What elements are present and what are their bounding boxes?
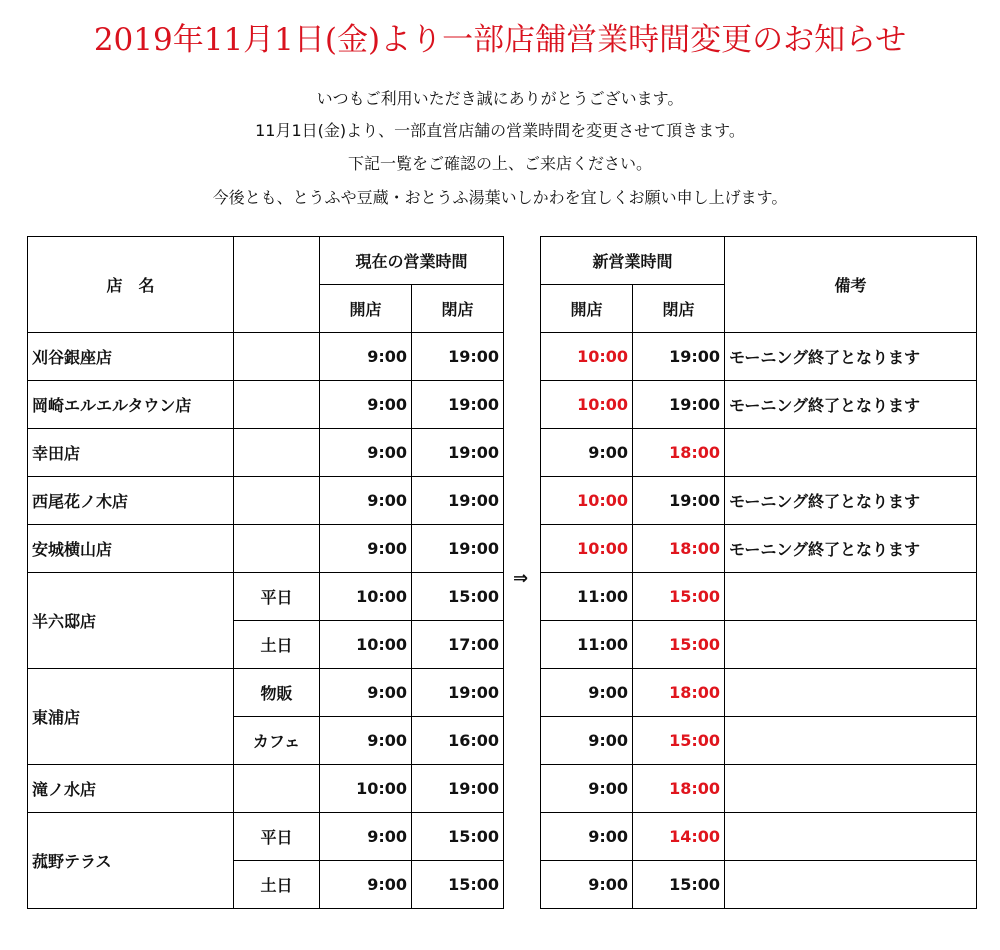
day-type-cell: 平日 (234, 573, 320, 621)
store-name-cell: 岡崎エルエルタウン店 (28, 381, 234, 429)
current-close-cell: 19:00 (412, 429, 504, 477)
blank-header (234, 237, 320, 333)
note-cell: モーニング終了となります (725, 525, 977, 573)
arrow-icon: ⇒ (513, 568, 529, 589)
current-open-header: 開店 (320, 285, 412, 333)
new-open-cell: 9:00 (541, 813, 633, 861)
new-open-cell: 10:00 (541, 525, 633, 573)
new-open-header: 開店 (541, 285, 633, 333)
current-close-header: 閉店 (412, 285, 504, 333)
note-cell (725, 765, 977, 813)
day-type-cell (234, 429, 320, 477)
note-cell: モーニング終了となります (725, 333, 977, 381)
table-row (28, 525, 504, 573)
new-open-cell: 10:00 (541, 477, 633, 525)
store-name-cell: 滝ノ水店 (28, 765, 234, 813)
day-type-cell: 平日 (234, 813, 320, 861)
table-row (28, 669, 504, 717)
table-row (541, 717, 977, 765)
new-close-cell: 18:00 (633, 765, 725, 813)
note-cell (725, 861, 977, 909)
new-open-cell: 9:00 (541, 861, 633, 909)
store-name-cell: 菰野テラス (28, 813, 234, 909)
day-type-cell (234, 333, 320, 381)
table-row (28, 573, 504, 621)
note-cell (725, 717, 977, 765)
day-type-cell: カフェ (234, 717, 320, 765)
new-open-cell: 10:00 (541, 381, 633, 429)
current-close-cell: 15:00 (412, 573, 504, 621)
day-type-cell: 土日 (234, 621, 320, 669)
store-name-header: 店 名 (28, 237, 234, 333)
new-close-cell: 18:00 (633, 429, 725, 477)
current-close-cell: 19:00 (412, 477, 504, 525)
day-type-cell: 物販 (234, 669, 320, 717)
intro-line-4: 今後とも、とうふや豆蔵・おとうふ湯葉いしかわを宜しくお願い申し上げます。 (212, 188, 788, 207)
table-row (541, 573, 977, 621)
current-open-cell: 10:00 (320, 621, 412, 669)
store-name-cell: 安城横山店 (28, 525, 234, 573)
new-open-cell: 9:00 (541, 669, 633, 717)
current-open-cell: 9:00 (320, 477, 412, 525)
new-close-cell: 18:00 (633, 525, 725, 573)
store-name-cell: 刈谷銀座店 (28, 333, 234, 381)
table-row (541, 669, 977, 717)
new-hours-table (540, 236, 977, 909)
note-cell (725, 669, 977, 717)
table-row (28, 429, 504, 477)
day-type-cell (234, 381, 320, 429)
note-cell (725, 429, 977, 477)
table-row (541, 477, 977, 525)
store-name-cell: 西尾花ノ木店 (28, 477, 234, 525)
table-row (28, 813, 504, 861)
current-close-cell: 15:00 (412, 813, 504, 861)
current-close-cell: 19:00 (412, 333, 504, 381)
new-close-cell: 15:00 (633, 861, 725, 909)
current-open-cell: 9:00 (320, 861, 412, 909)
current-open-cell: 10:00 (320, 573, 412, 621)
new-open-cell: 11:00 (541, 621, 633, 669)
table-row (541, 525, 977, 573)
note-cell (725, 621, 977, 669)
table-row (28, 765, 504, 813)
store-name-cell: 幸田店 (28, 429, 234, 477)
current-open-cell: 9:00 (320, 717, 412, 765)
table-row (541, 813, 977, 861)
intro-line-3: 下記一覧をご確認の上、ご来店ください。 (347, 154, 652, 173)
new-close-cell: 14:00 (633, 813, 725, 861)
store-name-cell: 半六邸店 (28, 573, 234, 669)
current-open-cell: 9:00 (320, 813, 412, 861)
day-type-cell (234, 477, 320, 525)
store-name-cell: 東浦店 (28, 669, 234, 765)
table-row (541, 765, 977, 813)
table-row (28, 381, 504, 429)
new-close-cell: 19:00 (633, 333, 725, 381)
current-close-cell: 19:00 (412, 765, 504, 813)
day-type-cell (234, 765, 320, 813)
new-open-cell: 9:00 (541, 765, 633, 813)
table-row (28, 477, 504, 525)
note-cell (725, 813, 977, 861)
table-row (28, 333, 504, 381)
new-open-cell: 10:00 (541, 333, 633, 381)
note-cell: モーニング終了となります (725, 477, 977, 525)
current-open-cell: 9:00 (320, 525, 412, 573)
day-type-cell: 土日 (234, 861, 320, 909)
intro-line-1: いつもご利用いただき誠にありがとうございます。 (316, 89, 684, 108)
current-open-cell: 9:00 (320, 429, 412, 477)
notes-header: 備考 (725, 237, 977, 333)
current-hours-header: 現在の営業時間 (320, 237, 504, 285)
current-hours-table (27, 236, 504, 909)
current-open-cell: 9:00 (320, 333, 412, 381)
current-close-cell: 17:00 (412, 621, 504, 669)
current-close-cell: 16:00 (412, 717, 504, 765)
new-open-cell: 9:00 (541, 717, 633, 765)
current-close-cell: 19:00 (412, 381, 504, 429)
new-hours-header: 新営業時間 (541, 237, 725, 285)
current-open-cell: 10:00 (320, 765, 412, 813)
table-row (541, 381, 977, 429)
current-close-cell: 19:00 (412, 525, 504, 573)
note-cell (725, 573, 977, 621)
new-close-cell: 15:00 (633, 621, 725, 669)
day-type-cell (234, 525, 320, 573)
new-close-cell: 19:00 (633, 381, 725, 429)
current-open-cell: 9:00 (320, 381, 412, 429)
table-row (541, 861, 977, 909)
note-cell: モーニング終了となります (725, 381, 977, 429)
page-title: 2019年11月1日(金)より一部店舗営業時間変更のお知らせ (93, 22, 907, 58)
table-row (541, 333, 977, 381)
new-close-header: 閉店 (633, 285, 725, 333)
new-open-cell: 11:00 (541, 573, 633, 621)
new-close-cell: 15:00 (633, 717, 725, 765)
new-close-cell: 19:00 (633, 477, 725, 525)
new-close-cell: 18:00 (633, 669, 725, 717)
new-close-cell: 15:00 (633, 573, 725, 621)
table-row (541, 429, 977, 477)
table-row (541, 621, 977, 669)
current-open-cell: 9:00 (320, 669, 412, 717)
current-close-cell: 15:00 (412, 861, 504, 909)
intro-line-2: 11月1日(金)より、一部直営店舗の営業時間を変更させて頂きます。 (255, 121, 745, 140)
new-open-cell: 9:00 (541, 429, 633, 477)
current-close-cell: 19:00 (412, 669, 504, 717)
